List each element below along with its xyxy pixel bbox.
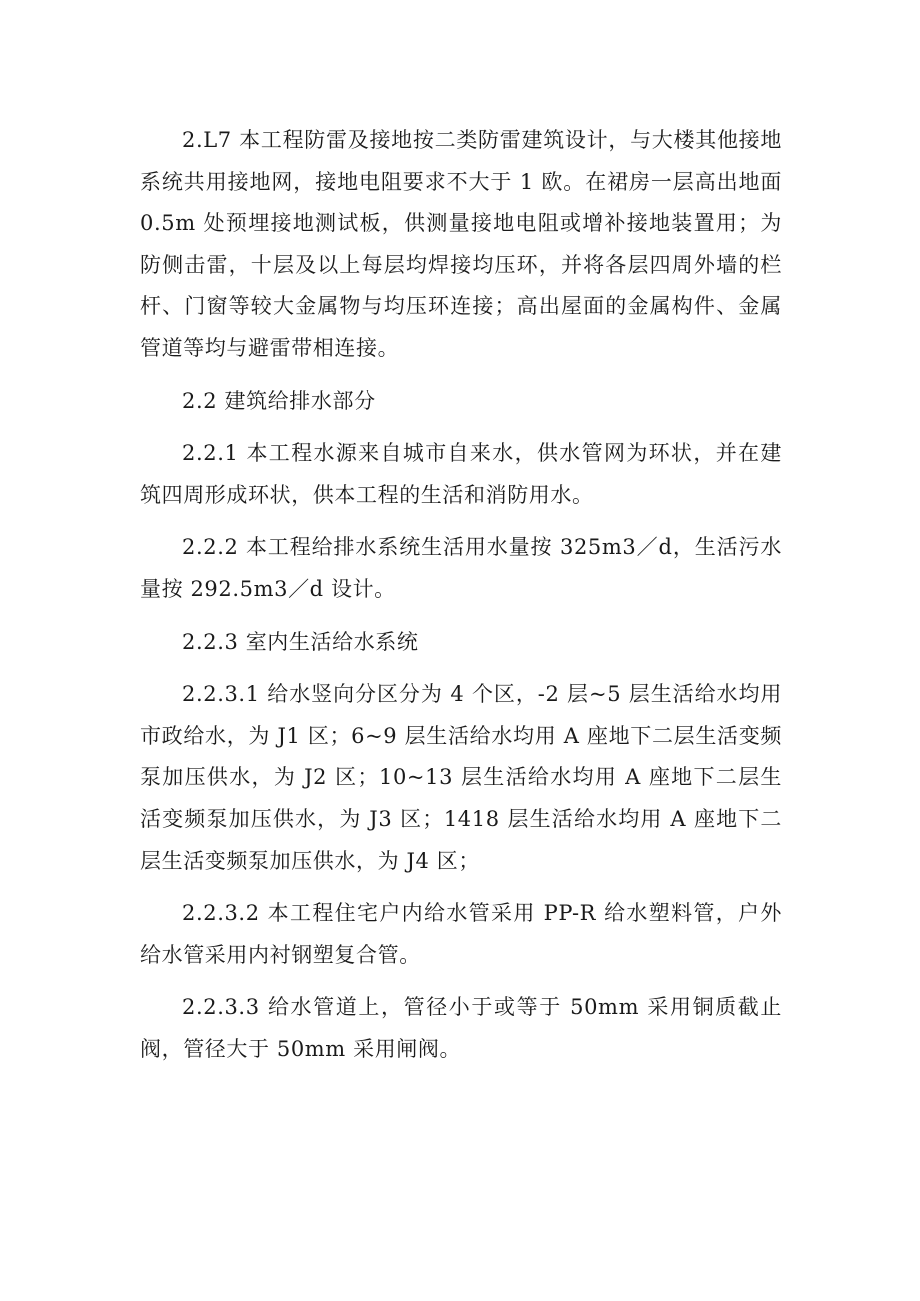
paragraph-valves: 2.2.3.3 给水管道上，管径小于或等于 50mm 采用铜质截止阀，管径大于 50mm 采用闸阀。: [140, 995, 782, 1061]
document-body: [140, 120, 782, 1081]
paragraph-lightning-grounding: 2.L7 本工程防雷及接地按二类防雷建筑设计，与大楼其他接地系统共用接地网，接地电阻要求不大于 1 欧。在裙房一层高出地面 0.5m 处预埋接地测试板，供测量接地电阻或增补接地装置用；为防侧击雷，十层及以上每层均焊接均压环，并将各层四周外墙的栏杆、门窗等较大金属物与均压环连接；高出屋面的金属构件、金属管道等均与避雷带相连接。: [140, 128, 782, 360]
paragraph-vertical-zoning: 2.2.3.1 给水竖向分区分为 4 个区，-2 层~5 层生活给水均用市政给水，为 J1 区；6~9 层生活给水均用 A 座地下二层生活变频泵加压供水，为 J2 区；10~13 层生活给水均用 A 座地下二层生活变频泵加压供水，为 J3 区；1418 层生活给水均用 A 座地下二层生活变频泵加压供水，为 J4 区；: [140, 682, 782, 873]
subsection-heading-indoor-water-supply: 2.2.3 室内生活给水系统: [182, 629, 419, 654]
section-heading-water-supply-drainage: 2.2 建筑给排水部分: [182, 388, 376, 413]
paragraph-water-source: 2.2.1 本工程水源来自城市自来水，供水管网为环状，并在建筑四周形成环状，供本工程的生活和消防用水。: [140, 441, 782, 507]
paragraph-water-consumption: 2.2.2 本工程给排水系统生活用水量按 325m3／d，生活污水量按 292.5m3／d 设计。: [140, 535, 782, 601]
paragraph-pipe-materials: 2.2.3.2 本工程住宅户内给水管采用 PP-R 给水塑料管，户外给水管采用内衬钢塑复合管。: [140, 901, 782, 967]
